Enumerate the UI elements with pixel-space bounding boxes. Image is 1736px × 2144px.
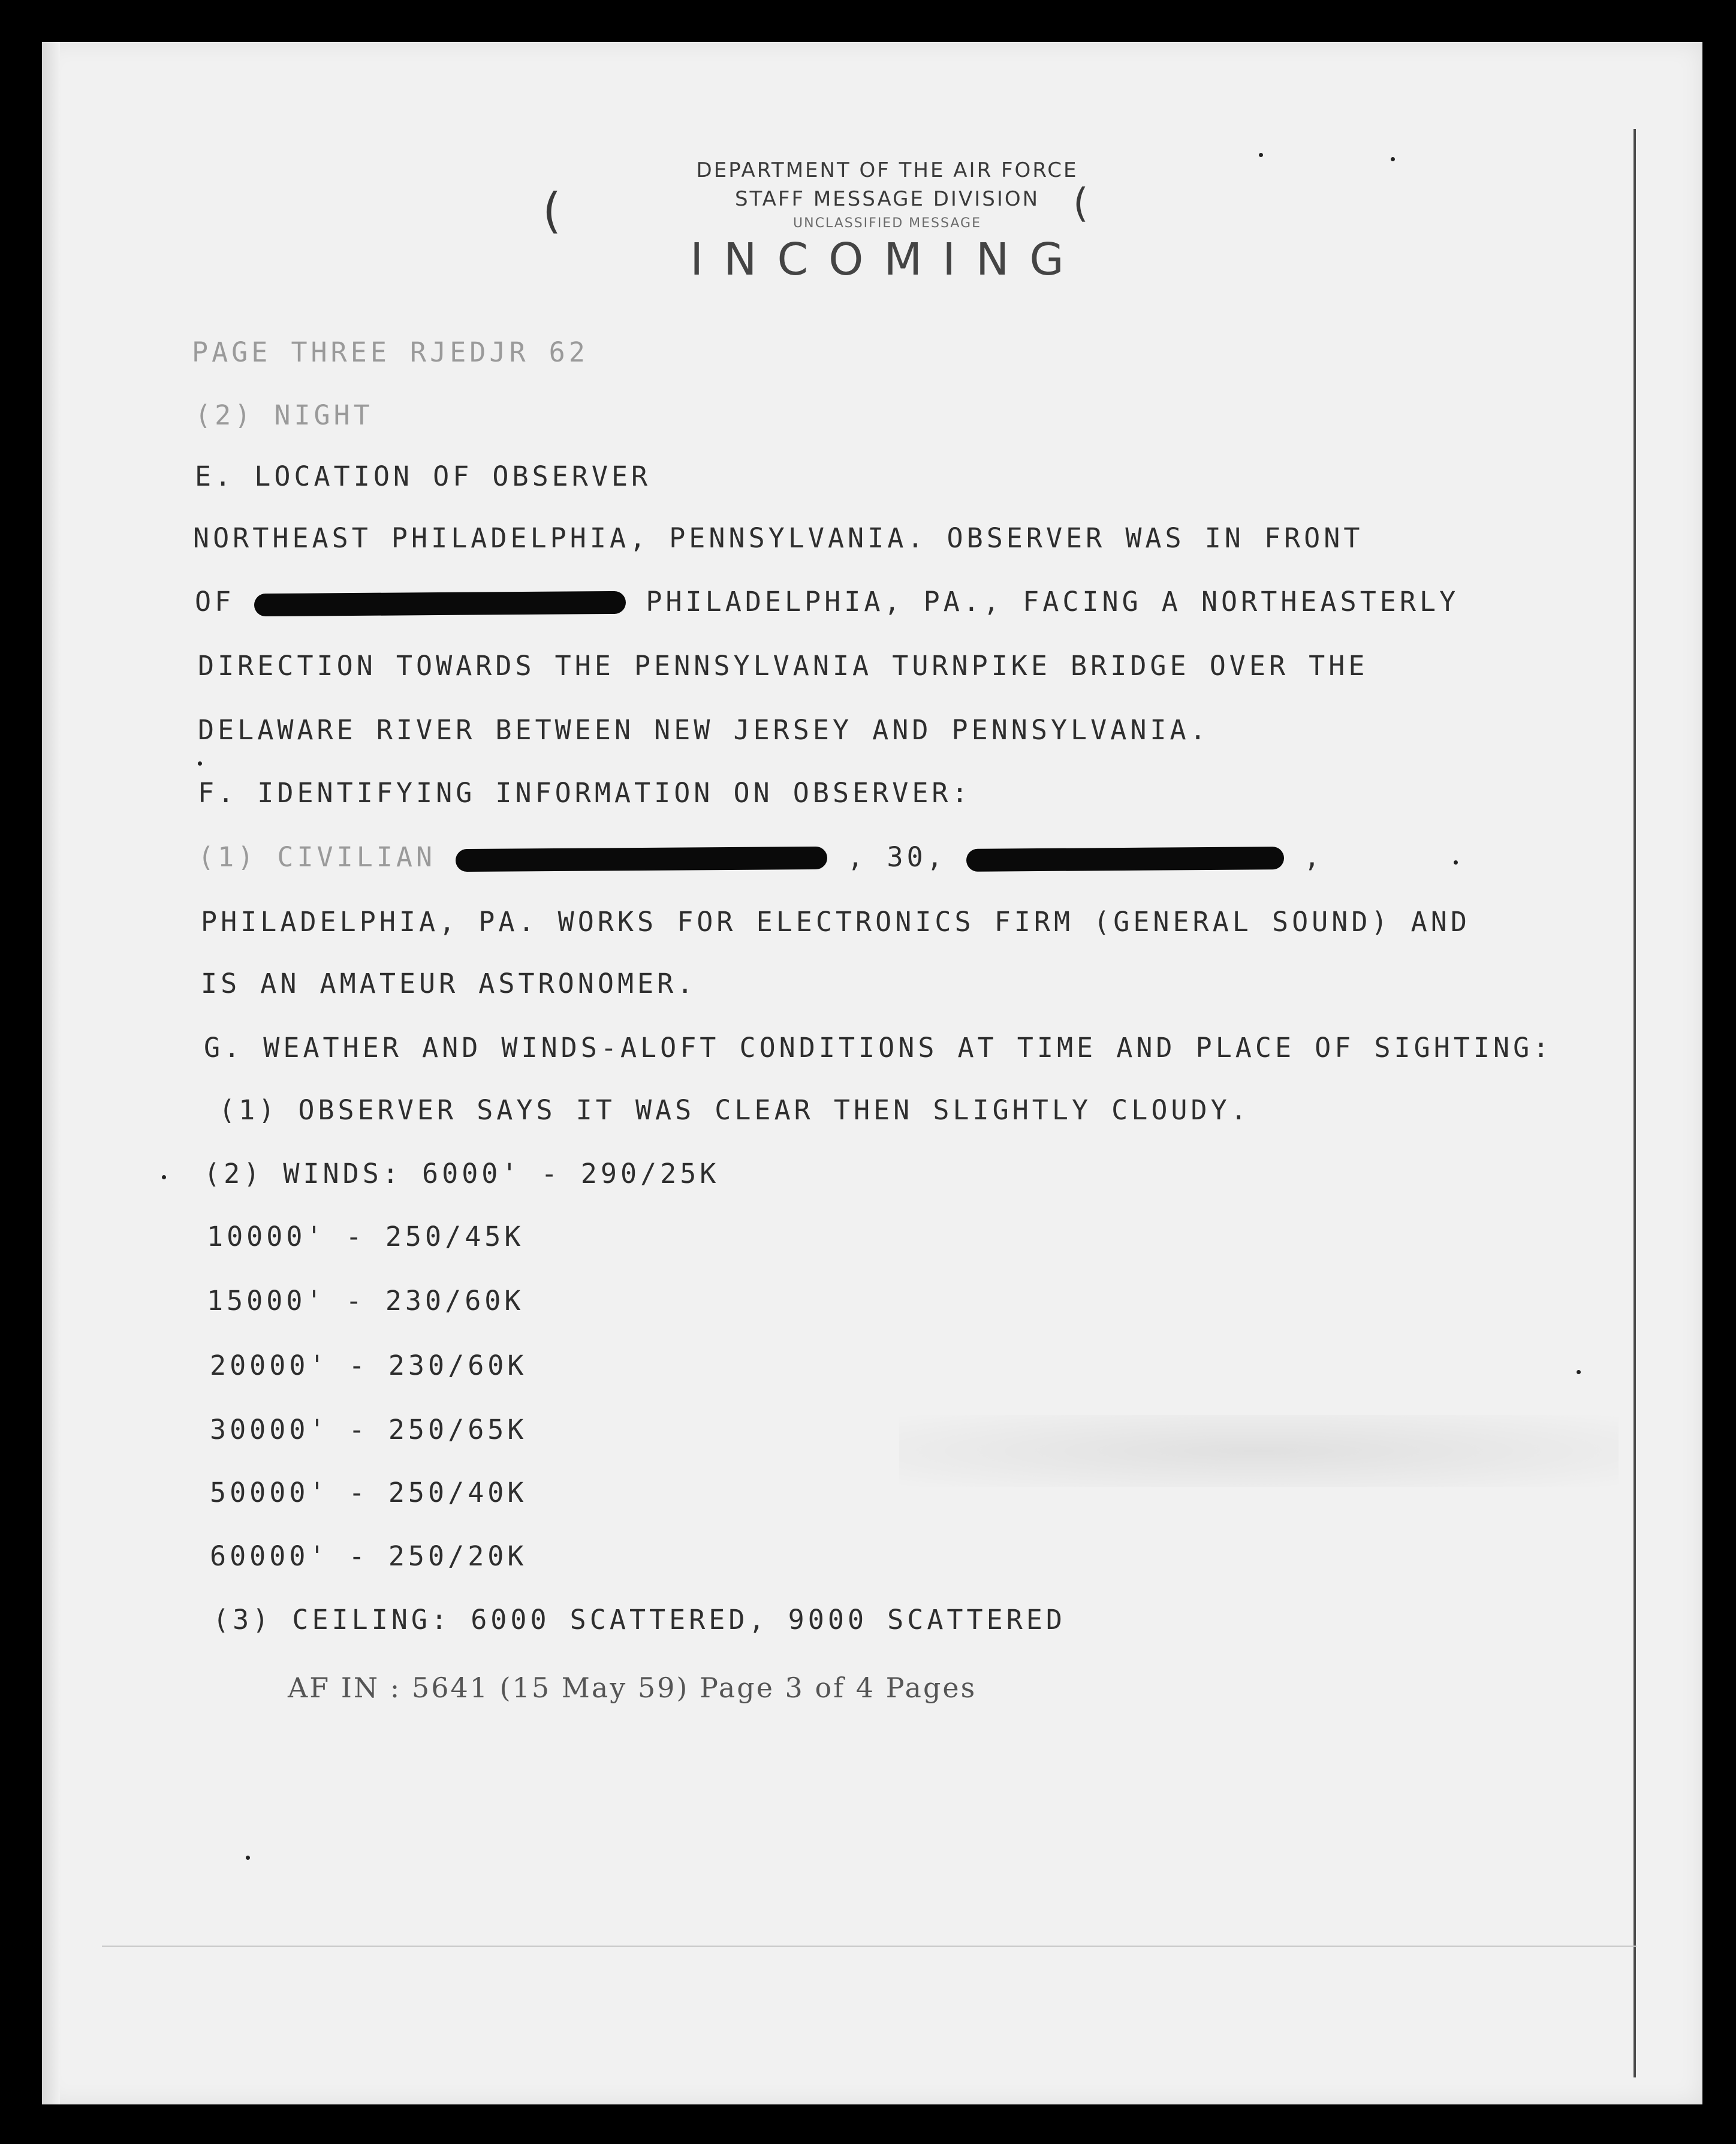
- location-line-2-suffix: PHILADELPHIA, PA., FACING A NORTHEASTERLY: [646, 586, 1460, 618]
- item-g1: (1) OBSERVER SAYS IT WAS CLEAR THEN SLIGHTLY CLOUDY.: [219, 1094, 1250, 1126]
- winds-row: 50000' - 250/40K: [210, 1477, 528, 1508]
- item-g3-ceiling: (3) CEILING: 6000 SCATTERED, 9000 SCATTERED: [213, 1604, 1066, 1636]
- speck: [198, 761, 202, 766]
- winds-row: 60000' - 250/20K: [210, 1540, 528, 1572]
- winds-row: 15000' - 230/60K: [207, 1285, 525, 1317]
- header-incoming: INCOMING: [690, 234, 1084, 285]
- header-division: STAFF MESSAGE DIVISION: [734, 187, 1040, 211]
- item-g2-winds: (2) WINDS: 6000' - 290/25K: [204, 1158, 720, 1190]
- header-department: DEPARTMENT OF THE AIR FORCE: [696, 158, 1078, 182]
- message-header-stamp: [659, 156, 1115, 285]
- bottom-rule: [102, 1946, 1636, 1947]
- location-line-3: DIRECTION TOWARDS THE PENNSYLVANIA TURNPIKE BRIDGE OVER THE: [198, 650, 1369, 682]
- winds-row: 30000' - 250/65K: [210, 1414, 528, 1446]
- speck: [162, 1175, 166, 1179]
- item-f1-age: , 30,: [847, 841, 947, 873]
- speck: [1259, 153, 1263, 157]
- item-f-heading: F. IDENTIFYING INFORMATION ON OBSERVER:: [198, 777, 972, 809]
- location-line-4: DELAWARE RIVER BETWEEN NEW JERSEY AND PENNSYLVANIA.: [198, 714, 1210, 746]
- speck: [246, 1856, 250, 1860]
- item-f1-line-1: [198, 841, 1324, 874]
- redaction-street: [966, 847, 1284, 872]
- redaction-address: [254, 591, 626, 616]
- item-f1-line-2: PHILADELPHIA, PA. WORKS FOR ELECTRONICS FIRM (GENERAL SOUND) AND: [201, 906, 1470, 938]
- location-line-2-prefix: OF: [195, 586, 235, 618]
- stamp-bracket-left: (: [542, 183, 562, 239]
- page-reference: PAGE THREE RJEDJR 62: [192, 336, 589, 368]
- item-e-heading: E. LOCATION OF OBSERVER: [195, 460, 652, 492]
- location-line-2: [195, 585, 1459, 619]
- item-d2: (2) NIGHT: [195, 399, 373, 431]
- paper-edge-shadow: [42, 42, 60, 2104]
- header-classification: UNCLASSIFIED MESSAGE: [793, 216, 981, 231]
- stamp-bracket-right: (: [1073, 180, 1089, 226]
- redaction-name: [456, 847, 827, 872]
- message-reference-footer: AF IN : 5641 (15 May 59) Page 3 of 4 Pages: [288, 1672, 977, 1704]
- winds-row: 10000' - 250/45K: [207, 1221, 525, 1252]
- speck: [1454, 860, 1458, 865]
- item-g-heading: G. WEATHER AND WINDS-ALOFT CONDITIONS AT TIME AND PLACE OF SIGHTING:: [204, 1032, 1553, 1064]
- item-f1-comma: ,: [1303, 841, 1324, 873]
- fold-line: [1633, 129, 1636, 2077]
- speck: [1391, 157, 1395, 161]
- location-line-1: NORTHEAST PHILADELPHIA, PENNSYLVANIA. OBSERVER WAS IN FRONT: [193, 522, 1364, 554]
- copy-smudge: [899, 1415, 1619, 1487]
- item-f1-line-3: IS AN AMATEUR ASTRONOMER.: [201, 968, 697, 999]
- item-f1-prefix: (1) CIVILIAN: [198, 841, 436, 873]
- speck: [1577, 1370, 1581, 1374]
- winds-row: 20000' - 230/60K: [210, 1350, 528, 1381]
